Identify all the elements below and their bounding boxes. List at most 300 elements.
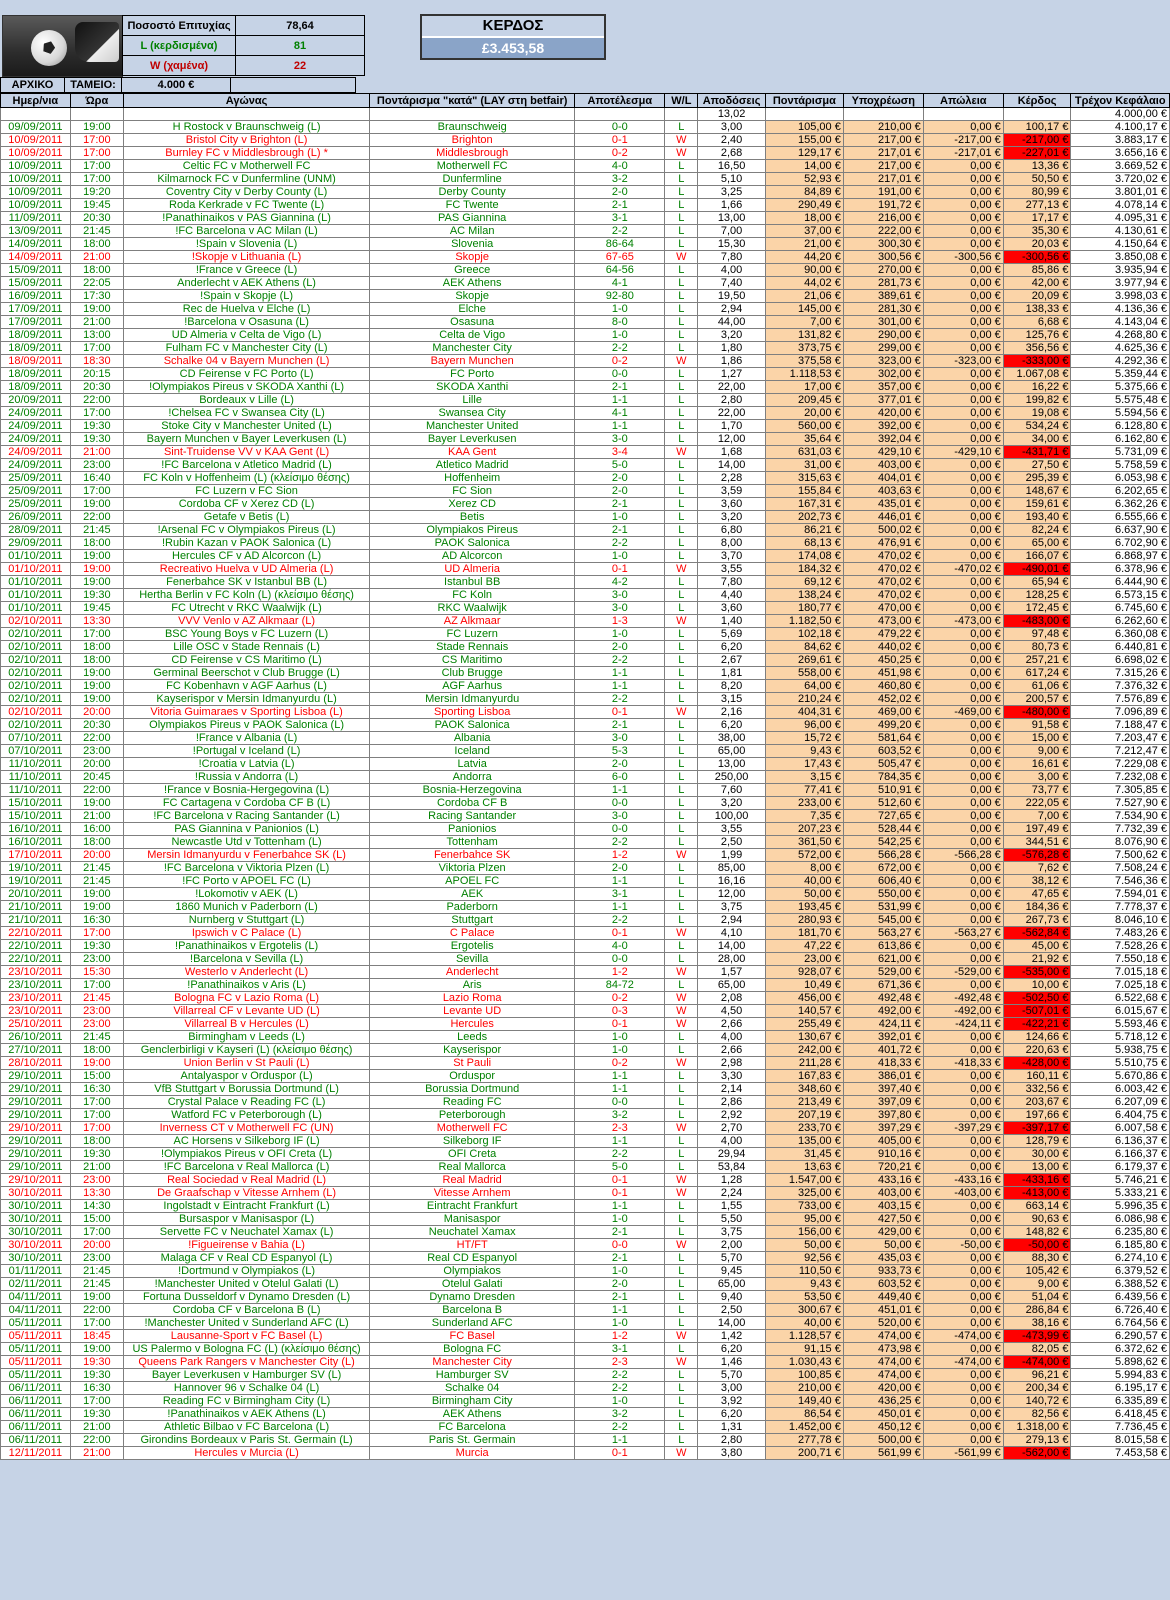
- cell-wl: W: [665, 706, 698, 719]
- cell-wl: L: [665, 316, 698, 329]
- cell-lay-selection: AD Alcorcon: [370, 550, 575, 563]
- cell-loss: 0,00 €: [923, 329, 1003, 342]
- cell-date: 21/10/2011: [1, 914, 71, 927]
- cell-result: 0-2: [575, 355, 665, 368]
- cell-profit: 35,30 €: [1003, 225, 1071, 238]
- cell-balance: 4.136,36 €: [1071, 303, 1170, 316]
- cell-wl: W: [665, 563, 698, 576]
- table-row: [1, 1213, 1170, 1226]
- cell-profit: 82,56 €: [1003, 1408, 1071, 1421]
- cell-wl: L: [665, 121, 698, 134]
- cell-wl: L: [665, 511, 698, 524]
- table-row: [1, 927, 1170, 940]
- cell-lay-selection: Albania: [370, 732, 575, 745]
- cell-time: 17:30: [70, 290, 123, 303]
- cell-lay-selection: Elche: [370, 303, 575, 316]
- cell-result: 3-1: [575, 1343, 665, 1356]
- table-row: [1, 1096, 1170, 1109]
- cell-time: 19:30: [70, 1369, 123, 1382]
- cell-lay-selection: Fenerbahce SK: [370, 849, 575, 862]
- cell-stake: 325,00 €: [765, 1187, 843, 1200]
- cell-wl: L: [665, 1369, 698, 1382]
- cell-profit: 140,72 €: [1003, 1395, 1071, 1408]
- cell-loss: 0,00 €: [923, 498, 1003, 511]
- cell-profit: 197,49 €: [1003, 823, 1071, 836]
- cell-stake: 86,21 €: [765, 524, 843, 537]
- cell-match: Westerlo v Anderlecht (L): [124, 966, 370, 979]
- cell-wl: L: [665, 836, 698, 849]
- cell-time: 17:00: [70, 134, 123, 147]
- cell-profit: 617,24 €: [1003, 667, 1071, 680]
- cell-match: !Panathinaikos v AEK Athens (L): [124, 1408, 370, 1421]
- cell-balance: 7.096,89 €: [1071, 706, 1170, 719]
- cell-odds: 1,42: [698, 1330, 766, 1343]
- table-row: [1, 758, 1170, 771]
- cell-profit: 13,00 €: [1003, 1161, 1071, 1174]
- cell-balance: 4.130,61 €: [1071, 225, 1170, 238]
- cell-time: 17:00: [70, 407, 123, 420]
- cell-date: 17/09/2011: [1, 316, 71, 329]
- cell-loss: -474,00 €: [923, 1330, 1003, 1343]
- cell-match: Union Berlin v St Pauli (L): [124, 1057, 370, 1070]
- cell-match: FC Cartagena v Cordoba CF B (L): [124, 797, 370, 810]
- cell-match: !Arsenal FC v Olympiakos Pireus (L): [124, 524, 370, 537]
- cell-odds: 6,20: [698, 641, 766, 654]
- cell-lay-selection: AEK: [370, 888, 575, 901]
- cell-stake: 1.182,50 €: [765, 615, 843, 628]
- cell-wl: L: [665, 745, 698, 758]
- cell-liability: 446,01 €: [843, 511, 923, 524]
- cell-wl: L: [665, 524, 698, 537]
- cell-odds: 3,75: [698, 901, 766, 914]
- cell-loss: 0,00 €: [923, 602, 1003, 615]
- cell-time: 19:00: [70, 550, 123, 563]
- cell-balance: 7.527,90 €: [1071, 797, 1170, 810]
- cell-odds: 2,92: [698, 1109, 766, 1122]
- cell-wl: W: [665, 849, 698, 862]
- cell-time: 21:45: [70, 992, 123, 1005]
- cell-match: UD Almeria v Celta de Vigo (L): [124, 329, 370, 342]
- cell-result: 67-65: [575, 251, 665, 264]
- cell-match: !Rubin Kazan v PAOK Salonica (L): [124, 537, 370, 550]
- cell-loss: 0,00 €: [923, 628, 1003, 641]
- cell-loss: 0,00 €: [923, 1213, 1003, 1226]
- cell-result: 1-1: [575, 875, 665, 888]
- cell-wl: L: [665, 1278, 698, 1291]
- column-header: Ποντάρισμα "κατά" (LAY στη betfair): [370, 94, 575, 108]
- cell-profit: 128,79 €: [1003, 1135, 1071, 1148]
- cell-profit: 124,66 €: [1003, 1031, 1071, 1044]
- cell-result: 2-1: [575, 1252, 665, 1265]
- cell-odds: 5,70: [698, 1252, 766, 1265]
- cell-balance: 6.274,10 €: [1071, 1252, 1170, 1265]
- cell-time: 18:45: [70, 1330, 123, 1343]
- cell-date: 02/10/2011: [1, 693, 71, 706]
- cell-balance: 6.195,17 €: [1071, 1382, 1170, 1395]
- cell-odds: 4,00: [698, 1135, 766, 1148]
- cell-lay-selection: Cordoba CF B: [370, 797, 575, 810]
- cell-lay-selection: FC Porto: [370, 368, 575, 381]
- cell-profit: 267,73 €: [1003, 914, 1071, 927]
- cell-balance: 7.736,45 €: [1071, 1421, 1170, 1434]
- cell-result: 1-1: [575, 1200, 665, 1213]
- cell-liability: 418,33 €: [843, 1057, 923, 1070]
- cell-wl: L: [665, 472, 698, 485]
- cell-wl: L: [665, 888, 698, 901]
- cell-result: 2-1: [575, 1291, 665, 1304]
- cell-time: 19:30: [70, 1356, 123, 1369]
- cell-balance: 7.534,90 €: [1071, 810, 1170, 823]
- cell-time: 21:45: [70, 1265, 123, 1278]
- cell-result: 1-1: [575, 420, 665, 433]
- cell-stake: 233,70 €: [765, 1122, 843, 1135]
- cell-balance: 4.100,17 €: [1071, 121, 1170, 134]
- cell-profit: 34,00 €: [1003, 433, 1071, 446]
- cell-lay-selection: Real CD Espanyol: [370, 1252, 575, 1265]
- cell-time: 17:00: [70, 1395, 123, 1408]
- cell-date: 23/10/2011: [1, 979, 71, 992]
- cell-liability: 323,00 €: [843, 355, 923, 368]
- cell-odds: 5,69: [698, 628, 766, 641]
- cell-result: 86-64: [575, 238, 665, 251]
- cell-liability: 449,40 €: [843, 1291, 923, 1304]
- cell-match: !Lokomotiv v AEK (L): [124, 888, 370, 901]
- cell-stake: 40,00 €: [765, 875, 843, 888]
- cell-balance: 7.576,89 €: [1071, 693, 1170, 706]
- cell-loss: -433,16 €: [923, 1174, 1003, 1187]
- cell-stake: 211,28 €: [765, 1057, 843, 1070]
- cell-liability: 474,00 €: [843, 1356, 923, 1369]
- cell-match: !France v Albania (L): [124, 732, 370, 745]
- cell-time: 20:30: [70, 381, 123, 394]
- table-row: [1, 836, 1170, 849]
- cell-lay-selection: Braunschweig: [370, 121, 575, 134]
- cell-date: 02/10/2011: [1, 680, 71, 693]
- cell-match: De Graafschap v Vitesse Arnhem (L): [124, 1187, 370, 1200]
- cell-wl: L: [665, 160, 698, 173]
- cell-balance: 7.528,26 €: [1071, 940, 1170, 953]
- cell-profit: 61,06 €: [1003, 680, 1071, 693]
- cell-profit: 19,08 €: [1003, 407, 1071, 420]
- cell-profit: 27,50 €: [1003, 459, 1071, 472]
- cell-result: 1-1: [575, 1083, 665, 1096]
- cell-wl: L: [665, 264, 698, 277]
- cell-time: 14:30: [70, 1200, 123, 1213]
- table-row: [1, 225, 1170, 238]
- cell-balance: 6.726,40 €: [1071, 1304, 1170, 1317]
- cell-date: 29/10/2011: [1, 1096, 71, 1109]
- table-row: [1, 901, 1170, 914]
- cell-liability: 492,48 €: [843, 992, 923, 1005]
- cell-result: 1-3: [575, 615, 665, 628]
- cell-time: 19:00: [70, 680, 123, 693]
- table-row: [1, 1369, 1170, 1382]
- cell-loss: 0,00 €: [923, 238, 1003, 251]
- cell-odds: 65,00: [698, 745, 766, 758]
- cell-result: 0-1: [575, 1174, 665, 1187]
- cell-wl: W: [665, 1005, 698, 1018]
- cell-date: 23/10/2011: [1, 992, 71, 1005]
- cell-odds: 2,80: [698, 1434, 766, 1447]
- cell-time: 20:00: [70, 1239, 123, 1252]
- cell-match: Villarreal CF v Levante UD (L): [124, 1005, 370, 1018]
- bank-value: 4.000 €: [122, 78, 231, 93]
- cell-wl: L: [665, 238, 698, 251]
- cell-liability: 499,20 €: [843, 719, 923, 732]
- table-row: [1, 654, 1170, 667]
- cell-profit: 332,56 €: [1003, 1083, 1071, 1096]
- cell-profit: -473,99 €: [1003, 1330, 1071, 1343]
- cell-date: 05/11/2011: [1, 1343, 71, 1356]
- cell-liability: 401,72 €: [843, 1044, 923, 1057]
- cell-date: 29/10/2011: [1, 1070, 71, 1083]
- cell-result: 4-0: [575, 940, 665, 953]
- cell-stake: 300,67 €: [765, 1304, 843, 1317]
- cell-loss: -403,00 €: [923, 1187, 1003, 1200]
- cell-odds: 2,50: [698, 836, 766, 849]
- cell-odds: 22,00: [698, 407, 766, 420]
- cell-time: 22:00: [70, 1434, 123, 1447]
- cell-profit: 105,42 €: [1003, 1265, 1071, 1278]
- cell-loss: 0,00 €: [923, 914, 1003, 927]
- cell-loss: 0,00 €: [923, 901, 1003, 914]
- cell-balance: 7.212,47 €: [1071, 745, 1170, 758]
- cell-match: !FC Barcelona v Viktoria Plzen (L): [124, 862, 370, 875]
- cell-balance: 7.025,18 €: [1071, 979, 1170, 992]
- cell-profit: 96,21 €: [1003, 1369, 1071, 1382]
- cell-loss: 0,00 €: [923, 1382, 1003, 1395]
- cell-time: 21:00: [70, 316, 123, 329]
- cell-wl: L: [665, 602, 698, 615]
- cell-profit: 16,22 €: [1003, 381, 1071, 394]
- bets-table: [0, 93, 1170, 1460]
- cell-balance: 6.335,89 €: [1071, 1395, 1170, 1408]
- cell-balance: 6.086,98 €: [1071, 1213, 1170, 1226]
- cell-result: 3-2: [575, 1109, 665, 1122]
- cell-stake: 255,49 €: [765, 1018, 843, 1031]
- cell-result: 0-0: [575, 1096, 665, 1109]
- cell-loss: 0,00 €: [923, 641, 1003, 654]
- cell-liability: 500,00 €: [843, 1434, 923, 1447]
- cell-lay-selection: RKC Waalwijk: [370, 602, 575, 615]
- cell-date: 02/10/2011: [1, 615, 71, 628]
- cell-odds: 1,46: [698, 1356, 766, 1369]
- cell-liability: 435,01 €: [843, 498, 923, 511]
- cell-match: Real Sociedad v Real Madrid (L): [124, 1174, 370, 1187]
- cell-match: Fortuna Dusseldorf v Dynamo Dresden (L): [124, 1291, 370, 1304]
- cell-balance: 4.268,80 €: [1071, 329, 1170, 342]
- cell-odds: 3,80: [698, 1447, 766, 1460]
- cell-match: !France v Greece (L): [124, 264, 370, 277]
- cell-odds: 14,00: [698, 1317, 766, 1330]
- cell-stake: 50,00 €: [765, 888, 843, 901]
- table-row: [1, 277, 1170, 290]
- cell-stake: 1.547,00 €: [765, 1174, 843, 1187]
- cell-wl: W: [665, 1057, 698, 1070]
- cell-lay-selection: Racing Santander: [370, 810, 575, 823]
- cell-date: 02/10/2011: [1, 654, 71, 667]
- cell-result: 2-2: [575, 914, 665, 927]
- cell-stake: 44,02 €: [765, 277, 843, 290]
- cell-lay-selection: Bayern Munchen: [370, 355, 575, 368]
- cell-match: !Chelsea FC v Swansea City (L): [124, 407, 370, 420]
- cell-balance: 5.670,86 €: [1071, 1070, 1170, 1083]
- cell-result: 2-2: [575, 1369, 665, 1382]
- cell-odds: 2,98: [698, 1057, 766, 1070]
- cell-balance: 6.440,81 €: [1071, 641, 1170, 654]
- cell-loss: 0,00 €: [923, 576, 1003, 589]
- cell-balance: 5.996,35 €: [1071, 1200, 1170, 1213]
- cell-profit: 91,58 €: [1003, 719, 1071, 732]
- column-header: Ημερ/νια: [1, 94, 71, 108]
- cell-date: 20/10/2011: [1, 888, 71, 901]
- cell-wl: L: [665, 1148, 698, 1161]
- cell-wl: L: [665, 459, 698, 472]
- cell-match: Nurnberg v Stuttgart (L): [124, 914, 370, 927]
- cell-match: !FC Porto v APOEL FC (L): [124, 875, 370, 888]
- cell-match: !Dortmund v Olympiakos (L): [124, 1265, 370, 1278]
- cell-odds: 3,55: [698, 563, 766, 576]
- cell-lay-selection: Manchester City: [370, 342, 575, 355]
- cell-odds: 5,10: [698, 173, 766, 186]
- cell-loss: 0,00 €: [923, 940, 1003, 953]
- cell-match: !Spain v Slovenia (L): [124, 238, 370, 251]
- cell-profit: -480,00 €: [1003, 706, 1071, 719]
- cell-result: 0-0: [575, 368, 665, 381]
- cell-result: 1-0: [575, 303, 665, 316]
- table-row: [1, 771, 1170, 784]
- cell-loss: 0,00 €: [923, 1109, 1003, 1122]
- cell-stake: 167,31 €: [765, 498, 843, 511]
- cell-result: 1-1: [575, 1434, 665, 1447]
- cell-result: 2-1: [575, 498, 665, 511]
- table-row: [1, 537, 1170, 550]
- cell-wl: W: [665, 615, 698, 628]
- cell-result: 2-2: [575, 1382, 665, 1395]
- cell-match: !Croatia v Latvia (L): [124, 758, 370, 771]
- cell-odds: 44,00: [698, 316, 766, 329]
- cell-time: 21:00: [70, 1421, 123, 1434]
- cell-lay-selection: Club Brugge: [370, 667, 575, 680]
- cell-stake: 207,19 €: [765, 1109, 843, 1122]
- cell-odds: 2,94: [698, 914, 766, 927]
- cell-match: VfB Stuttgart v Borussia Dortmund (L): [124, 1083, 370, 1096]
- cell-liability: 581,64 €: [843, 732, 923, 745]
- cell-profit: 38,16 €: [1003, 1317, 1071, 1330]
- cell-wl: L: [665, 550, 698, 563]
- cell-date: 25/09/2011: [1, 498, 71, 511]
- cell-odds: 2,94: [698, 303, 766, 316]
- cell-odds: 8,20: [698, 680, 766, 693]
- table-row: [1, 407, 1170, 420]
- cell-date: 28/10/2011: [1, 1057, 71, 1070]
- cell-lay-selection: Bayer Leverkusen: [370, 433, 575, 446]
- cell-match: !Figueirense v Bahia (L): [124, 1239, 370, 1252]
- cell-lay-selection: Atletico Madrid: [370, 459, 575, 472]
- cell-wl: L: [665, 537, 698, 550]
- cell-date: 04/11/2011: [1, 1291, 71, 1304]
- cell-date: 20/09/2011: [1, 394, 71, 407]
- cell-time: 20:15: [70, 368, 123, 381]
- cell-odds: 3,20: [698, 797, 766, 810]
- cell-wl: W: [665, 1174, 698, 1187]
- cell-date: 02/10/2011: [1, 719, 71, 732]
- cell-loss: 0,00 €: [923, 225, 1003, 238]
- cell-time: 23:00: [70, 1018, 123, 1031]
- cell-wl: L: [665, 498, 698, 511]
- cell-odds: 1,99: [698, 849, 766, 862]
- cell-result: 2-3: [575, 1122, 665, 1135]
- cell-balance: 6.573,15 €: [1071, 589, 1170, 602]
- cell-wl: L: [665, 277, 698, 290]
- cell-result: 0-1: [575, 563, 665, 576]
- cell-profit: -576,28 €: [1003, 849, 1071, 862]
- cell-loss: 0,00 €: [923, 888, 1003, 901]
- cell-time: 18:00: [70, 537, 123, 550]
- cell-match: !France v Bosnia-Hergegovina (L): [124, 784, 370, 797]
- cell-profit: -428,00 €: [1003, 1057, 1071, 1070]
- cell-stake: 44,20 €: [765, 251, 843, 264]
- cell-date: 01/10/2011: [1, 602, 71, 615]
- cell-balance: 7.188,47 €: [1071, 719, 1170, 732]
- cell-time: 16:00: [70, 823, 123, 836]
- cell-lay-selection: Manchester United: [370, 420, 575, 433]
- cell-stake: 14,00 €: [765, 160, 843, 173]
- cell-stake: 20,00 €: [765, 407, 843, 420]
- cell-match: Cordoba CF v Barcelona B (L): [124, 1304, 370, 1317]
- cell-liability: 300,56 €: [843, 251, 923, 264]
- cell-result: 1-0: [575, 1044, 665, 1057]
- cell-liability: 403,00 €: [843, 459, 923, 472]
- cell-profit: 222,05 €: [1003, 797, 1071, 810]
- cell-loss: 0,00 €: [923, 1369, 1003, 1382]
- cell-stake: 174,08 €: [765, 550, 843, 563]
- table-row: [1, 1187, 1170, 1200]
- cell-time: 20:00: [70, 849, 123, 862]
- table-row: [1, 823, 1170, 836]
- cell-profit: -397,17 €: [1003, 1122, 1071, 1135]
- cell-lay-selection: FC Luzern: [370, 628, 575, 641]
- cell-profit: 220,63 €: [1003, 1044, 1071, 1057]
- cell-stake: 90,00 €: [765, 264, 843, 277]
- cell-loss: -566,28 €: [923, 849, 1003, 862]
- cell-match: !Panathinaikos v Ergotelis (L): [124, 940, 370, 953]
- cell-lay-selection: Istanbul BB: [370, 576, 575, 589]
- cell-liability: 450,12 €: [843, 1421, 923, 1434]
- cell-wl: L: [665, 1226, 698, 1239]
- table-row: [1, 368, 1170, 381]
- cell-date: 17/09/2011: [1, 303, 71, 316]
- cell-liability: 469,00 €: [843, 706, 923, 719]
- cell-odds: 7,00: [698, 225, 766, 238]
- cell-date: 15/09/2011: [1, 264, 71, 277]
- cell-lay-selection: St Pauli: [370, 1057, 575, 1070]
- cell-balance: 7.315,26 €: [1071, 667, 1170, 680]
- table-row: [1, 1382, 1170, 1395]
- cell-loss: 0,00 €: [923, 1070, 1003, 1083]
- cell-wl: L: [665, 667, 698, 680]
- cell-wl: W: [665, 1239, 698, 1252]
- cell-date: 16/09/2011: [1, 290, 71, 303]
- cell-wl: W: [665, 147, 698, 160]
- cell-wl: L: [665, 394, 698, 407]
- table-row: [1, 121, 1170, 134]
- cell-odds: 53,84: [698, 1161, 766, 1174]
- cell-odds: 3,15: [698, 693, 766, 706]
- cell-loss: 0,00 €: [923, 1421, 1003, 1434]
- cell-date: 06/11/2011: [1, 1434, 71, 1447]
- cell-profit: 85,86 €: [1003, 264, 1071, 277]
